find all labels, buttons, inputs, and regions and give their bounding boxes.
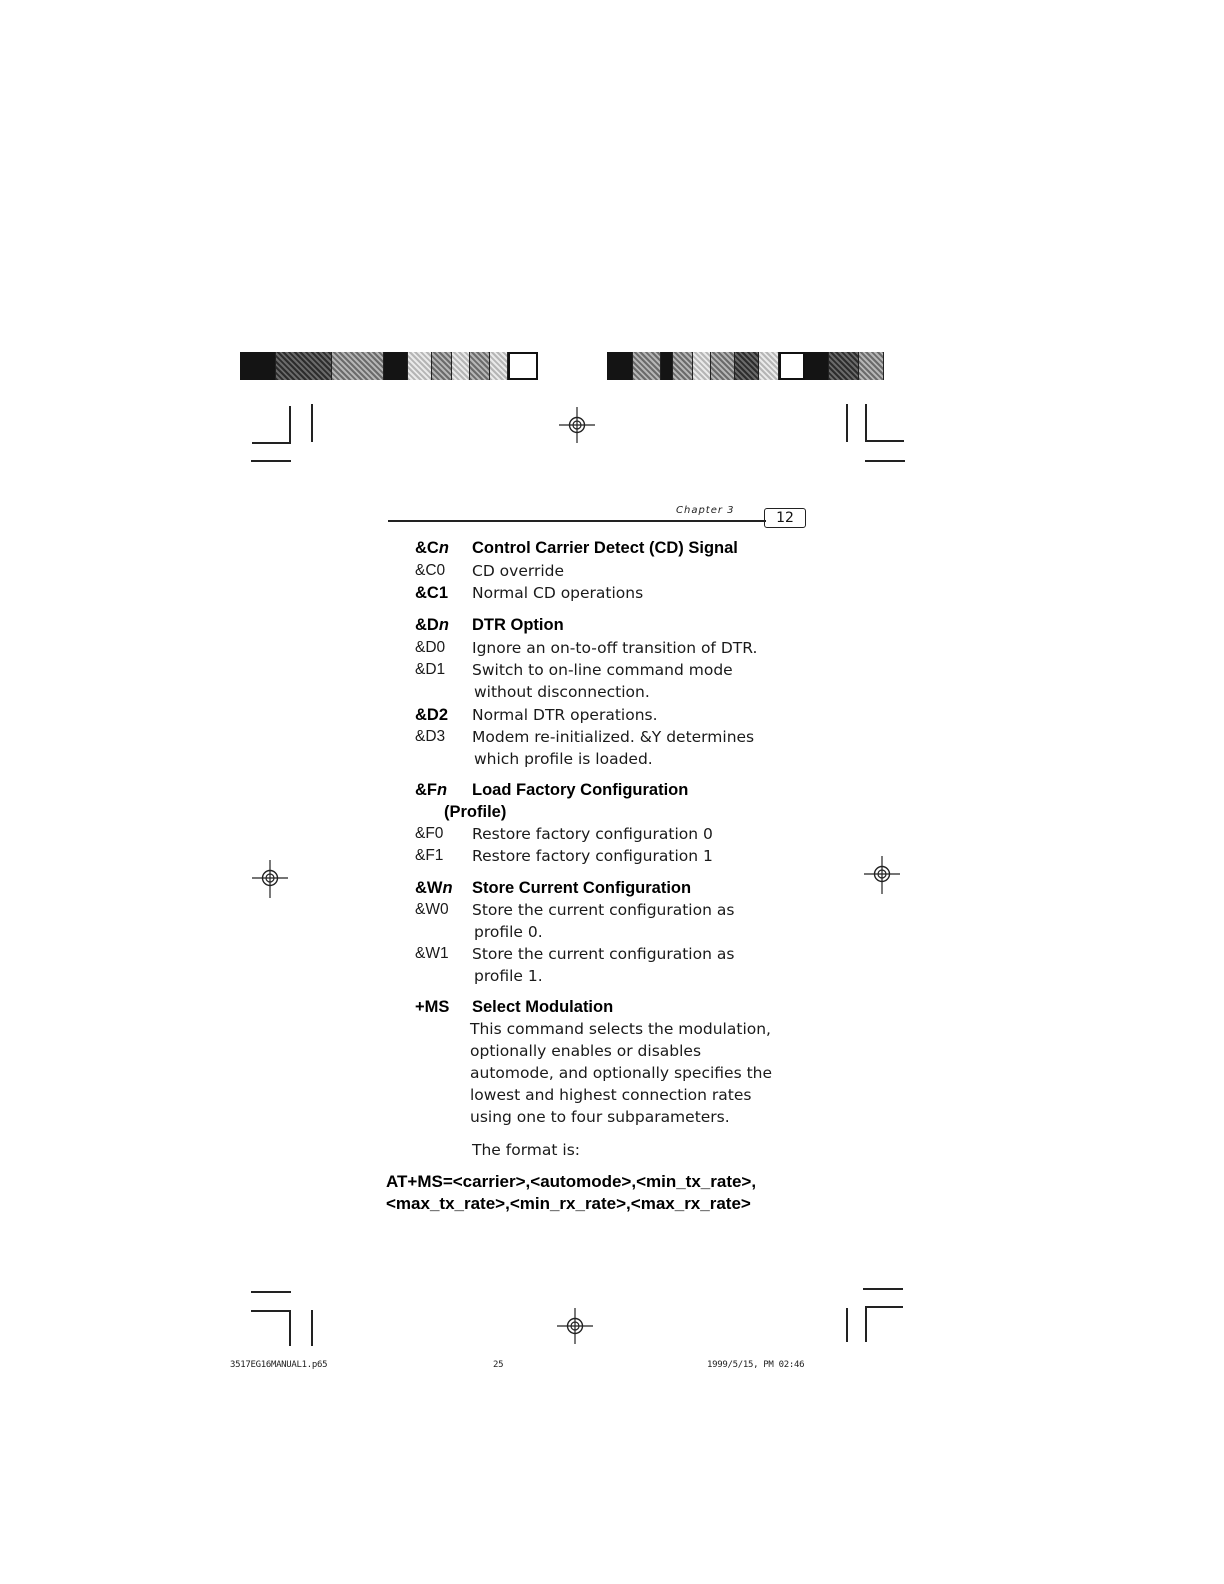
command-title: Load Factory Configuration	[472, 781, 689, 799]
command-code: &Dn	[415, 616, 449, 634]
command-title: Control Carrier Detect (CD) Signal	[472, 539, 738, 557]
command-code: &Fn	[415, 781, 448, 799]
command-description: Normal CD operations	[472, 584, 644, 602]
command-code: &D1	[415, 661, 446, 678]
command-description: Store the current configuration as	[472, 901, 735, 919]
format-intro: The format is:	[472, 1141, 581, 1159]
command-description: Normal DTR operations.	[472, 706, 658, 724]
command-description: Switch to on-line command mode	[472, 661, 733, 679]
section-wn	[0, 877, 1224, 989]
registration-bar-right	[607, 352, 884, 380]
command-title-continued: (Profile)	[444, 803, 507, 821]
paragraph-line: lowest and highest connection rates	[470, 1086, 752, 1104]
command-title: DTR Option	[472, 616, 564, 634]
command-description: Store the current configuration as	[472, 945, 735, 963]
command-code: &F0	[415, 825, 444, 842]
page-number: 12	[764, 508, 806, 528]
command-title: Store Current Configuration	[472, 879, 692, 897]
command-title: Select Modulation	[472, 998, 614, 1016]
command-code: &Cn	[415, 539, 449, 557]
section-dn	[0, 614, 1224, 774]
command-description-continued: profile 0.	[474, 923, 543, 941]
footer-timestamp: 1999/5/15, PM 02:46	[707, 1360, 805, 1370]
command-code: &C1	[415, 584, 449, 602]
section-cn	[0, 537, 1224, 607]
command-code: &D0	[415, 639, 446, 656]
command-description-continued: profile 1.	[474, 967, 543, 985]
format-line-1: AT+MS=<carrier>,<automode>,<min_tx_rate>,	[386, 1172, 757, 1191]
command-description-continued: which profile is loaded.	[474, 750, 653, 768]
command-code: &C0	[415, 562, 446, 579]
paragraph-line: automode, and optionally specifies the	[470, 1064, 773, 1082]
command-code: &D3	[415, 728, 446, 745]
header-rule	[388, 520, 766, 522]
command-description: Restore factory configuration 0	[472, 825, 713, 843]
command-code: &F1	[415, 847, 444, 864]
command-code: &W0	[415, 901, 449, 918]
section-ms	[0, 996, 1224, 1166]
registration-bar-left	[240, 352, 538, 380]
command-description: Modem re-initialized. &Y determines	[472, 728, 755, 746]
command-code: &Wn	[415, 879, 453, 897]
command-description: CD override	[472, 562, 565, 580]
command-code: &W1	[415, 945, 449, 962]
paragraph-line: This command selects the modulation,	[470, 1020, 771, 1038]
command-description-continued: without disconnection.	[474, 683, 650, 701]
section-fn	[0, 779, 1224, 871]
footer-filename: 3517EG16MANUAL1.p65	[230, 1360, 328, 1370]
format-line-2: <max_tx_rate>,<min_rx_rate>,<max_rx_rate>	[386, 1194, 751, 1213]
registration-target-icon	[555, 1308, 595, 1344]
registration-target-icon	[557, 407, 597, 443]
footer-page: 25	[493, 1360, 504, 1370]
paragraph-line: using one to four subparameters.	[470, 1108, 730, 1126]
chapter-label: Chapter 3	[676, 505, 735, 516]
command-code: +MS	[415, 998, 450, 1016]
command-code: &D2	[415, 706, 449, 724]
command-description: Ignore an on-to-off transition of DTR.	[472, 639, 758, 657]
paragraph-line: optionally enables or disables	[470, 1042, 702, 1060]
command-description: Restore factory configuration 1	[472, 847, 713, 865]
